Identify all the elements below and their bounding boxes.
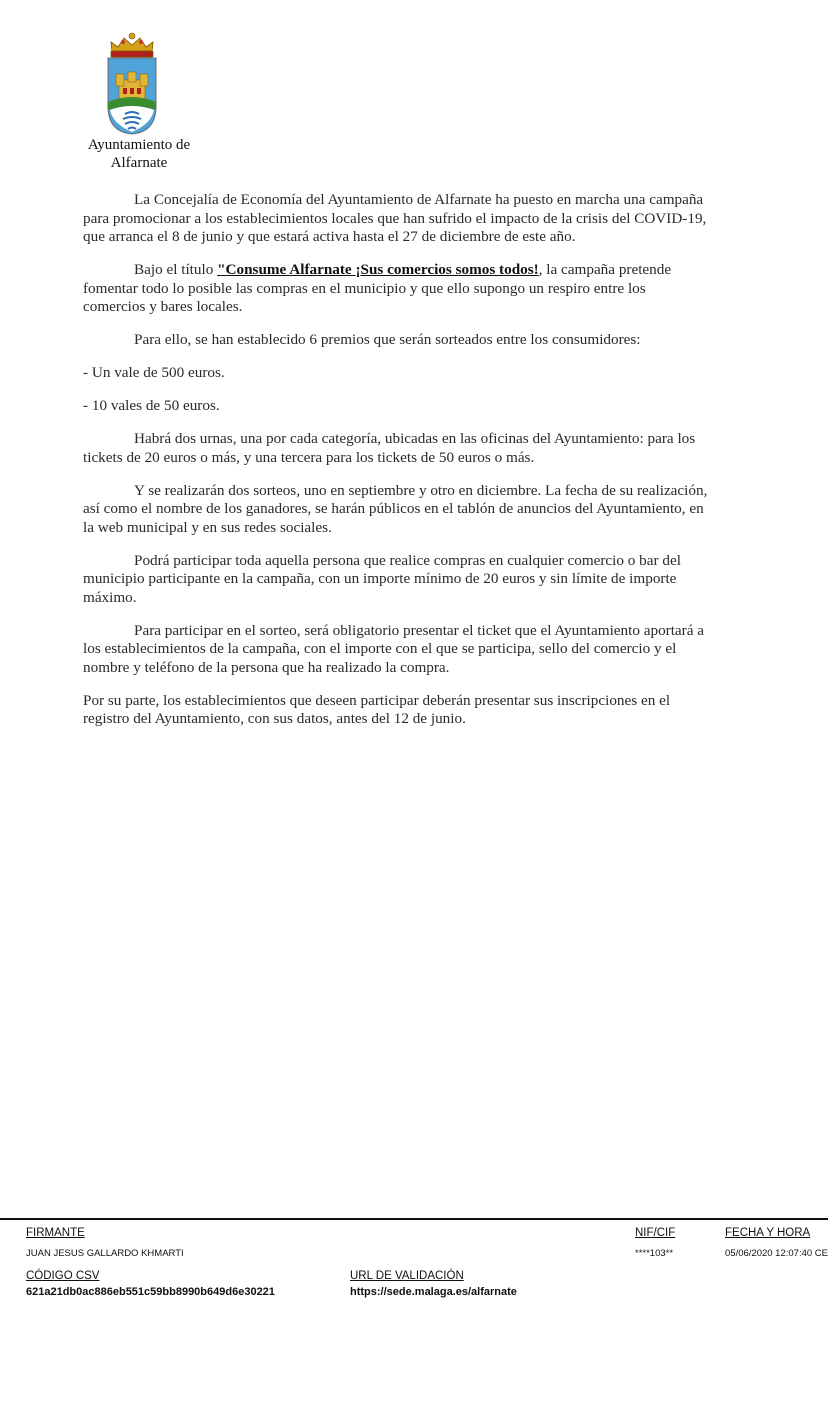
document-body <box>83 191 708 743</box>
paragraph-draws: Y se realizarán dos sorteos, uno en septiembre y otro en diciembre. La fecha de su realización, así como el nombre de los ganadores, se harán públicos en el tablón de anuncios del Ayuntamiento, en la web municipal y en sus redes sociales. <box>83 481 708 536</box>
footer-divider <box>0 1218 828 1220</box>
paragraph-requirements: Para participar en el sorteo, será obligatorio presentar el ticket que el Ayuntamiento aportará a los establecimientos de la campaña, con el importe con el que se participa, sello del comercio y el nombre y teléfono de la persona que ha realizado la compra. <box>83 621 705 676</box>
coat-of-arms-logo <box>103 32 161 136</box>
prize-item-1: - Un vale de 500 euros. <box>83 364 225 381</box>
nif-value: ****103** <box>635 1248 674 1259</box>
paragraph-text: , la campaña pretende fomentar todo lo posible las compras en el municipio y que ello supongo un respiro entre los comercios y bares locales. <box>83 261 672 315</box>
datetime-value: 05/06/2020 12:07:40 CE <box>725 1248 828 1259</box>
campaign-title: "Consume Alfarnate ¡Sus comercios somos todos! <box>217 261 539 278</box>
datetime-label: FECHA Y HORA <box>725 1227 811 1239</box>
signer-value: JUAN JESUS GALLARDO KHMARTI <box>26 1248 184 1259</box>
validation-url-link[interactable]: https://sede.malaga.es/alfarnate <box>350 1286 517 1298</box>
paragraph-urns: Habrá dos urnas, una por cada categoría, ubicadas en las oficinas del Ayuntamiento: para los tickets de 20 euros o más, y una tercera para los tickets de 50 euros o más. <box>83 430 696 466</box>
csv-label: CÓDIGO CSV <box>26 1270 100 1282</box>
paragraph-campaign-title <box>83 261 708 317</box>
paragraph-intro: La Concejalía de Economía del Ayuntamiento de Alfarnate ha puesto en marcha una campaña para promocionar a los establecimientos locales que han sufrido el impacto de la crisis del COVID-19, que arranca el 8 de junio y que estará activa hasta el 27 de diciembre de este año. <box>83 191 707 245</box>
nif-label: NIF/CIF <box>635 1227 676 1239</box>
prize-item-2: - 10 vales de 50 euros. <box>83 397 220 414</box>
signer-label: FIRMANTE <box>26 1227 85 1239</box>
csv-value[interactable]: 621a21db0ac886eb551c59bb8990b649d6e30221 <box>26 1286 275 1298</box>
validation-url-label: URL DE VALIDACIÓN <box>350 1270 464 1282</box>
organization-name <box>80 136 198 172</box>
paragraph-text: Bajo el título <box>134 261 218 278</box>
paragraph-participation: Podrá participar toda aquella persona que realice compras en cualquier comercio o bar del municipio participante en la campaña, con un importe mínimo de 20 euros y sin límite de importe máximo. <box>83 551 681 606</box>
paragraph-registration: Por su parte, los establecimientos que deseen participar deberán presentar sus inscripciones en el registro del Ayuntamiento, con sus datos, antes del 12 de junio. <box>83 691 671 727</box>
organization-name-line1: Ayuntamiento de <box>87 137 191 153</box>
paragraph-prizes-intro: Para ello, se han establecido 6 premios que serán sorteados entre los consumidores: <box>134 331 641 348</box>
organization-name-line2: Alfarnate <box>110 155 168 171</box>
